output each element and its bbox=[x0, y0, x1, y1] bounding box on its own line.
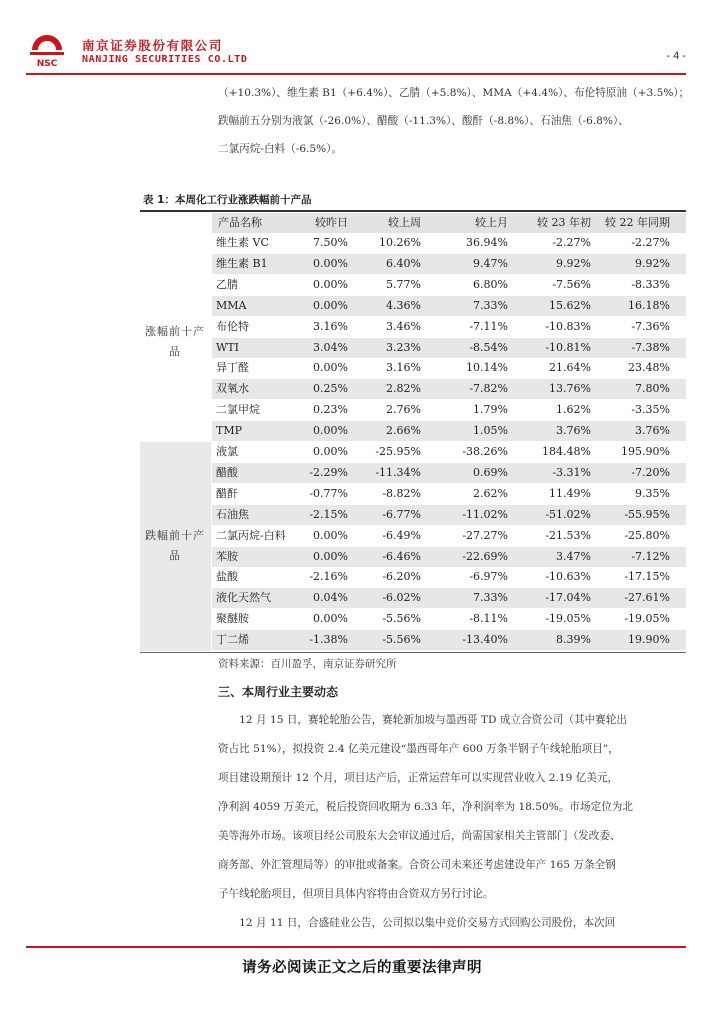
header-vs-yesterday: 较昨日 bbox=[315, 216, 348, 229]
cell-vs-last-week: 10.26% bbox=[379, 236, 421, 249]
header-vs-last-week: 较上周 bbox=[388, 216, 421, 229]
cell-vs-2022: -3.35% bbox=[631, 403, 670, 417]
cell-vs-2023-start: -51.02% bbox=[545, 507, 591, 521]
footer-rule bbox=[26, 946, 686, 948]
group-label-losers bbox=[140, 526, 210, 566]
cell-vs-last-month: -11.02% bbox=[462, 507, 508, 521]
news-line: 美等海外市场。该项目经公司股东大会审议通过后，尚需国家相关主管部门（发改委、 bbox=[218, 830, 621, 842]
table-row bbox=[212, 442, 686, 462]
table-row bbox=[212, 547, 686, 567]
cell-vs-2022: -25.80% bbox=[624, 528, 670, 542]
cell-vs-2023-start: -7.56% bbox=[552, 277, 591, 291]
cell-vs-2023-start: -10.83% bbox=[545, 319, 591, 333]
news-line: 净利润 4059 万美元，税后投资回收期为 6.33 年，净利润率为 18.50%。市场定位为北 bbox=[218, 801, 633, 813]
cell-vs-2023-start: 3.76% bbox=[556, 424, 591, 438]
cell-vs-last-week: -5.56% bbox=[382, 633, 421, 647]
group-label-gainers bbox=[140, 322, 210, 362]
cell-vs-yesterday: 0.00% bbox=[313, 549, 348, 563]
group-label-text: 涨幅前十产品 bbox=[145, 325, 205, 358]
news-line: 子午线轮胎项目，但项目具体内容将由合资双方另行讨论。 bbox=[218, 888, 494, 900]
cell-vs-last-week: -8.82% bbox=[382, 486, 421, 500]
news-line: 12 月 15 日，赛轮轮胎公告，赛轮新加坡与墨西哥 TD 成立合资公司（其中赛轮出 bbox=[218, 714, 627, 726]
header-product: 产品名称 bbox=[218, 216, 262, 229]
cell-vs-2022: 16.18% bbox=[628, 298, 670, 312]
cell-vs-last-month: 2.62% bbox=[473, 486, 508, 500]
cell-vs-last-month: -7.82% bbox=[469, 382, 508, 396]
table-row bbox=[212, 588, 686, 608]
cell-vs-last-week: -5.56% bbox=[382, 612, 421, 626]
cell-product: MMA bbox=[216, 298, 247, 312]
table-header-row bbox=[212, 213, 686, 233]
cell-product: TMP bbox=[216, 424, 243, 438]
cell-product: 二氯丙烷-白料 bbox=[216, 528, 286, 542]
news-line: 商务部、外汇管理局等）的审批或备案。合资公司未来还考虑建设年产 165 万条全钢 bbox=[218, 859, 616, 871]
cell-vs-yesterday: 0.00% bbox=[313, 361, 348, 375]
cell-product: 液化天然气 bbox=[216, 591, 271, 605]
company-name-en: NANJING SECURITIES CO.LTD bbox=[82, 54, 248, 65]
cell-product: 醋酐 bbox=[216, 486, 238, 500]
cell-product: 聚醚胺 bbox=[216, 612, 249, 626]
cell-vs-2023-start: -10.81% bbox=[545, 340, 591, 354]
cell-vs-last-week: 2.76% bbox=[386, 403, 421, 417]
cell-vs-2022: 9.92% bbox=[635, 256, 670, 270]
table-row bbox=[212, 379, 686, 399]
cell-vs-last-month: 9.47% bbox=[473, 256, 508, 270]
cell-vs-yesterday: 3.04% bbox=[313, 340, 348, 354]
cell-vs-last-week: -6.20% bbox=[382, 570, 421, 584]
cell-product: 双氧水 bbox=[216, 382, 249, 396]
cell-vs-yesterday: 0.00% bbox=[313, 612, 348, 626]
cell-product: 丁二烯 bbox=[216, 633, 249, 647]
cell-vs-last-month: 0.69% bbox=[473, 465, 508, 479]
header-vs-last-month: 较上月 bbox=[475, 216, 508, 229]
cell-vs-last-month: 6.80% bbox=[473, 277, 508, 291]
cell-vs-2022: -2.27% bbox=[631, 236, 670, 249]
cell-product: 维生素 VC bbox=[216, 236, 269, 249]
page-header bbox=[26, 34, 686, 74]
cell-vs-last-month: -8.54% bbox=[469, 340, 508, 354]
cell-vs-2022: 9.35% bbox=[635, 486, 670, 500]
cell-vs-yesterday: 0.04% bbox=[313, 591, 348, 605]
cell-vs-2023-start: 1.62% bbox=[556, 403, 591, 417]
cell-vs-last-week: -6.46% bbox=[382, 549, 421, 563]
news-line: 12 月 11 日，合盛硅业公告，公司拟以集中竞价交易方式回购公司股份，本次回 bbox=[218, 917, 616, 929]
cell-vs-2023-start: 184.48% bbox=[542, 445, 591, 458]
cell-product: 石油焦 bbox=[216, 507, 249, 521]
cell-vs-2022: 19.90% bbox=[628, 633, 670, 647]
table-row bbox=[212, 358, 686, 378]
news-line: 项目建设期预计 12 个月，项目达产后，正常运营年可以实现营业收入 2.19 亿美元， bbox=[218, 772, 619, 784]
cell-vs-yesterday: 0.00% bbox=[313, 424, 348, 438]
cell-vs-last-week: 3.23% bbox=[386, 340, 421, 354]
table-row bbox=[212, 463, 686, 483]
intro-line: （+10.3%）、维生素 B1（+6.4%）、乙腈（+5.8%）、MMA（+4.4%）、布伦特原油（+3.5%）； bbox=[218, 87, 690, 99]
header-rule bbox=[26, 73, 686, 75]
cell-product: 异丁醛 bbox=[216, 361, 249, 375]
table-title: 表 1：本周化工行业涨跌幅前十产品 bbox=[143, 194, 312, 206]
cell-vs-2022: 3.76% bbox=[635, 424, 670, 438]
cell-vs-yesterday: 0.23% bbox=[313, 403, 348, 417]
cell-vs-2023-start: 3.47% bbox=[556, 549, 591, 563]
cell-vs-last-week: 4.36% bbox=[386, 298, 421, 312]
intro-line: 跌幅前五分别为液氯（-26.0%）、醋酸（-11.3%）、酸酐（-8.8%）、石油焦（-6.8%）、 bbox=[218, 115, 629, 127]
header-vs-2022: 较 22 年同期 bbox=[605, 216, 670, 229]
cell-vs-last-week: -6.02% bbox=[382, 591, 421, 605]
cell-vs-2023-start: 9.92% bbox=[556, 256, 591, 270]
cell-vs-2022: -17.15% bbox=[624, 570, 670, 584]
cell-vs-yesterday: 0.00% bbox=[313, 298, 348, 312]
cell-vs-2022: 23.48% bbox=[628, 361, 670, 375]
table-row bbox=[212, 484, 686, 504]
table-row bbox=[212, 233, 686, 253]
table-row bbox=[212, 296, 686, 316]
cell-vs-last-week: -6.49% bbox=[382, 528, 421, 542]
cell-vs-2023-start: 15.62% bbox=[549, 298, 591, 312]
cell-vs-2023-start: 21.64% bbox=[549, 361, 591, 375]
cell-vs-last-week: 5.77% bbox=[386, 277, 421, 291]
cell-vs-last-month: -22.69% bbox=[462, 549, 508, 563]
news-line: 资占比 51%），拟投资 2.4 亿美元建设“墨西哥年产 600 万条半钢子午线轮胎项目”， bbox=[218, 743, 619, 755]
cell-product: 醋酸 bbox=[216, 465, 238, 479]
cell-vs-last-month: 36.94% bbox=[466, 236, 508, 249]
table-bottom-rule bbox=[140, 652, 686, 653]
cell-vs-last-month: 1.05% bbox=[473, 424, 508, 438]
cell-vs-last-week: -11.34% bbox=[375, 465, 421, 479]
cell-vs-last-month: 7.33% bbox=[473, 591, 508, 605]
table-row bbox=[212, 317, 686, 337]
cell-vs-yesterday: -2.29% bbox=[309, 465, 348, 479]
cell-vs-last-month: -13.40% bbox=[462, 633, 508, 647]
cell-vs-2022: -7.36% bbox=[631, 319, 670, 333]
cell-vs-yesterday: -2.15% bbox=[309, 507, 348, 521]
table-top-rule bbox=[140, 210, 686, 212]
cell-vs-2023-start: -19.05% bbox=[545, 612, 591, 626]
nsc-logo bbox=[26, 34, 68, 70]
table-row bbox=[212, 275, 686, 295]
cell-vs-yesterday: 0.25% bbox=[313, 382, 348, 396]
group-label-text: 跌幅前十产品 bbox=[145, 529, 205, 562]
cell-vs-2022: -19.05% bbox=[624, 612, 670, 626]
cell-vs-yesterday: -2.16% bbox=[309, 570, 348, 584]
cell-vs-last-week: -25.95% bbox=[375, 445, 421, 458]
table-row bbox=[212, 400, 686, 420]
cell-vs-2023-start: 8.39% bbox=[556, 633, 591, 647]
table-row bbox=[212, 505, 686, 525]
cell-vs-2022: -7.20% bbox=[631, 465, 670, 479]
section-title: 三、本周行业主要动态 bbox=[218, 685, 339, 699]
cell-vs-yesterday: 0.00% bbox=[313, 528, 348, 542]
cell-vs-last-week: 6.40% bbox=[386, 256, 421, 270]
cell-vs-2022: -7.12% bbox=[631, 549, 670, 563]
table-row bbox=[212, 526, 686, 546]
cell-product: 盐酸 bbox=[216, 570, 238, 584]
cell-vs-last-month: 1.79% bbox=[473, 403, 508, 417]
cell-product: 苯胺 bbox=[216, 549, 238, 563]
cell-product: 维生素 B1 bbox=[216, 256, 268, 270]
header-vs-2023-start: 较 23 年初 bbox=[537, 216, 591, 229]
legal-notice: 请务必阅读正文之后的重要法律声明 bbox=[242, 960, 482, 976]
cell-product: 乙腈 bbox=[216, 277, 238, 291]
cell-vs-2023-start: -2.27% bbox=[552, 236, 591, 249]
company-name-cn: 南京证券股份有限公司 bbox=[82, 38, 224, 53]
cell-vs-last-month: 10.14% bbox=[466, 361, 508, 375]
svg-text:NSC: NSC bbox=[36, 59, 58, 69]
cell-vs-2022: -55.95% bbox=[624, 507, 670, 521]
cell-vs-last-week: 3.16% bbox=[386, 361, 421, 375]
cell-vs-last-month: -7.11% bbox=[469, 319, 508, 333]
cell-product: 液氯 bbox=[216, 445, 238, 458]
cell-product: 二氯甲烷 bbox=[216, 403, 260, 417]
cell-vs-2023-start: -21.53% bbox=[545, 528, 591, 542]
cell-vs-2022: 7.80% bbox=[635, 382, 670, 396]
cell-vs-2023-start: 13.76% bbox=[549, 382, 591, 396]
cell-vs-last-month: -27.27% bbox=[462, 528, 508, 542]
table-row bbox=[212, 609, 686, 629]
cell-vs-yesterday: 0.00% bbox=[313, 256, 348, 270]
page-number: - 4 - bbox=[666, 50, 686, 62]
cell-vs-2023-start: -17.04% bbox=[545, 591, 591, 605]
cell-vs-yesterday: 0.00% bbox=[313, 445, 348, 458]
cell-vs-last-month: -38.26% bbox=[462, 445, 508, 458]
cell-vs-last-week: 3.46% bbox=[386, 319, 421, 333]
table-row bbox=[212, 338, 686, 358]
cell-vs-last-week: 2.66% bbox=[386, 424, 421, 438]
intro-line: 二氯丙烷-白料（-6.5%）。 bbox=[218, 143, 343, 155]
table-row bbox=[212, 254, 686, 274]
cell-vs-yesterday: -1.38% bbox=[309, 633, 348, 647]
table-row bbox=[212, 630, 686, 650]
cell-vs-2023-start: -10.63% bbox=[545, 570, 591, 584]
cell-vs-last-week: 2.82% bbox=[386, 382, 421, 396]
cell-vs-last-week: -6.77% bbox=[382, 507, 421, 521]
table-source: 资料来源：百川盈孚，南京证券研究所 bbox=[218, 658, 397, 670]
cell-product: 布伦特 bbox=[216, 319, 249, 333]
cell-product: WTI bbox=[216, 340, 239, 354]
cell-vs-2022: -8.33% bbox=[631, 277, 670, 291]
cell-vs-yesterday: -0.77% bbox=[309, 486, 348, 500]
cell-vs-2023-start: 11.49% bbox=[549, 486, 591, 500]
cell-vs-yesterday: 0.00% bbox=[313, 277, 348, 291]
cell-vs-last-month: -6.97% bbox=[469, 570, 508, 584]
cell-vs-2022: -27.61% bbox=[624, 591, 670, 605]
table-row bbox=[212, 421, 686, 441]
cell-vs-yesterday: 3.16% bbox=[313, 319, 348, 333]
cell-vs-last-month: 7.33% bbox=[473, 298, 508, 312]
cell-vs-yesterday: 7.50% bbox=[313, 236, 348, 249]
cell-vs-2022: 195.90% bbox=[621, 445, 670, 458]
cell-vs-2023-start: -3.31% bbox=[552, 465, 591, 479]
table-row bbox=[212, 567, 686, 587]
cell-vs-2022: -7.38% bbox=[631, 340, 670, 354]
cell-vs-last-month: -8.11% bbox=[469, 612, 508, 626]
